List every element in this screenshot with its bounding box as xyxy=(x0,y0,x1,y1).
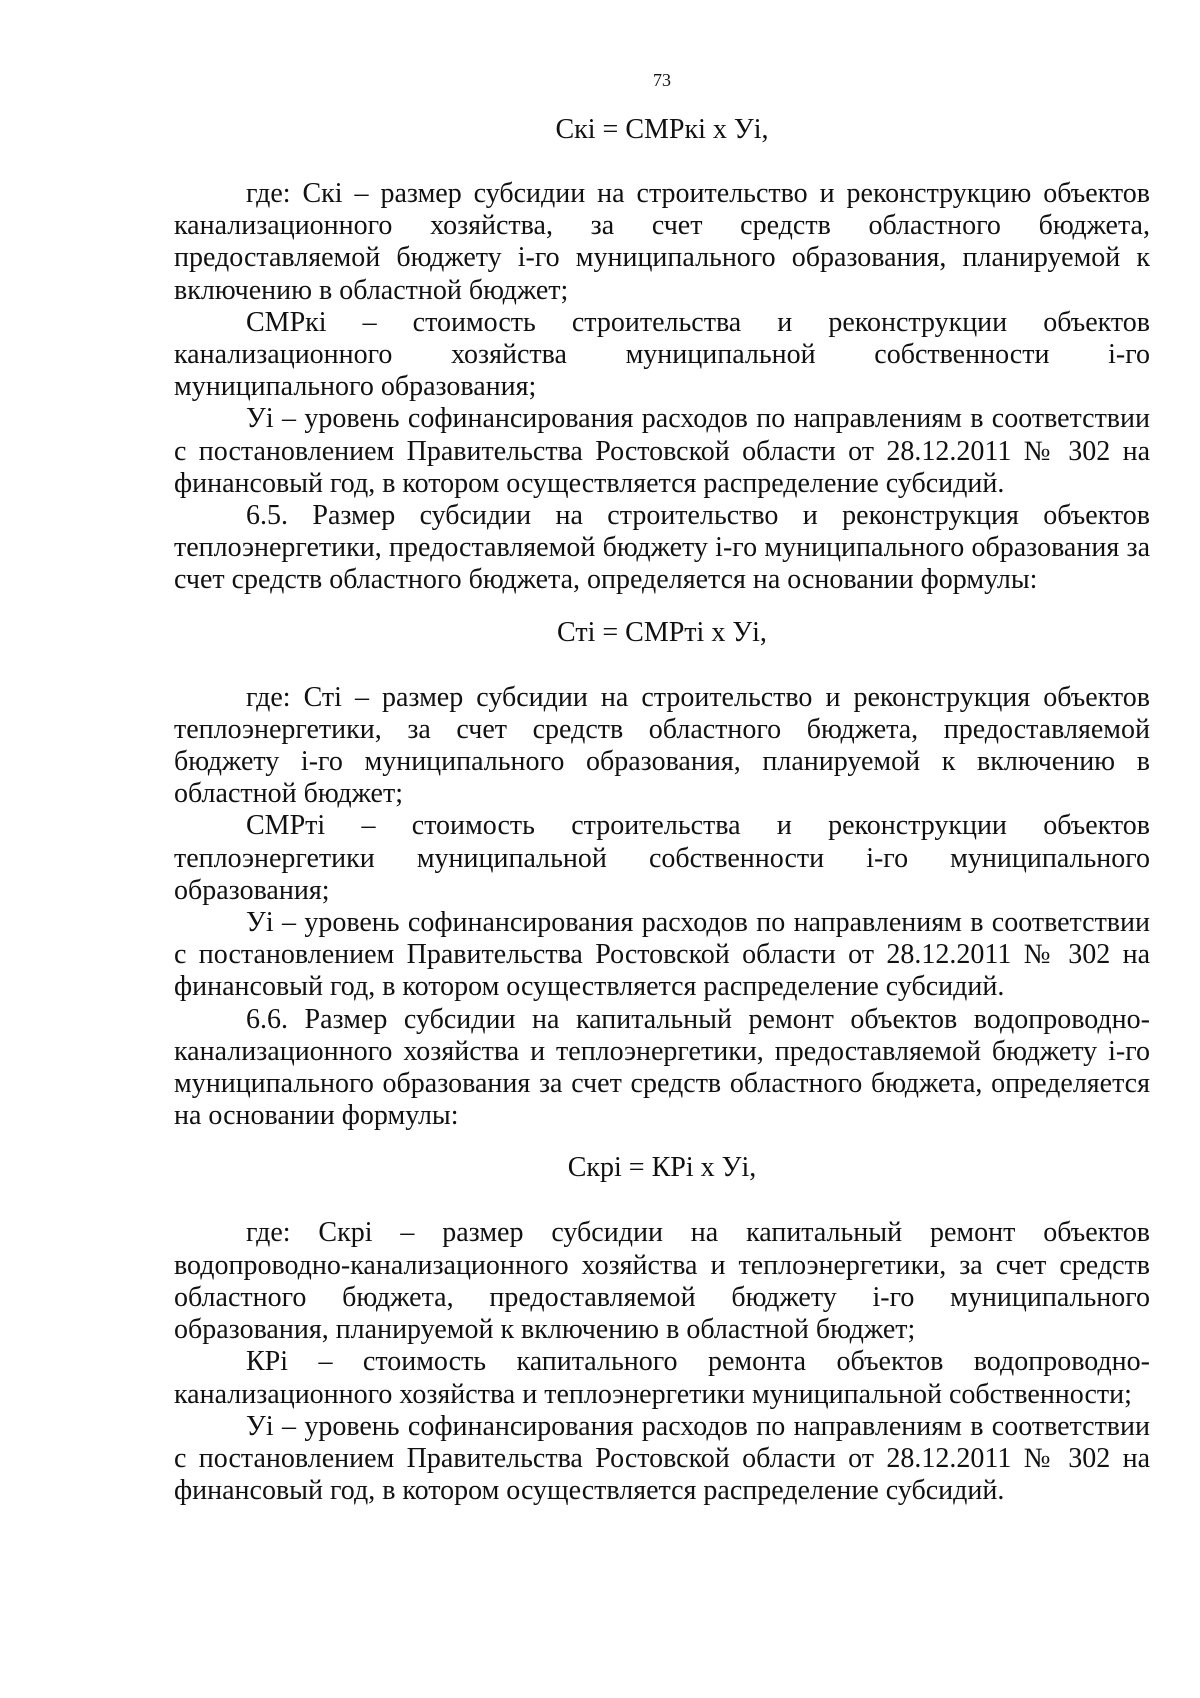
formula-ski: Скі = СМРкі х Уі, xyxy=(555,114,769,145)
section-6-6: 6.6. Размер субсидии на капитальный ремонт объектов водопроводно-канализационного хозяйства и теплоэнергетики, предоставляемой бюджету і-го муниципального образования за счет средств областного бюджета, определяется на основании формулы: xyxy=(174,1003,1150,1132)
definition-smrki: СМРкі – стоимость строительства и реконструкции объектов канализационного хозяйства муниципальной собственности і-го муниципального образования; xyxy=(174,306,1150,403)
definition-ski: где: Скі – размер субсидии на строительство и реконструкцию объектов канализационного хозяйства, за счет средств областного бюджета, предоставляемой бюджету і-го муниципального образования, планируемой к включению в областной бюджет; xyxy=(174,178,1150,306)
formula-sti: Сті = СМРті х Уі, xyxy=(557,616,767,648)
definition-kri: КРі – стоимость капитального ремонта объектов водопроводно-канализационного хозяйства и теплоэнергетики муниципальной собственности; xyxy=(174,1346,1150,1410)
definition-ui: Уі – уровень софинансирования расходов по направлениям в соответствии с постановлением Правительства Ростовской области от 28.12.2011 № 302 на финансовый год, в котором осуществляется распределение субсидий. xyxy=(174,907,1150,1003)
document-page xyxy=(174,68,1150,1507)
section-6-5: 6.5. Размер субсидии на строительство и реконструкция объектов теплоэнергетики, предоставляемой бюджету і-го муниципального образования за счет средств областного бюджета, определяется на основании формулы: xyxy=(174,500,1150,596)
definition-ui: Уі – уровень софинансирования расходов по направлениям в соответствии с постановлением Правительства Ростовской области от 28.12.2011 № 302 на финансовый год, в котором осуществляется распределение субсидий. xyxy=(174,1410,1150,1507)
definition-skri: где: Скрі – размер субсидии на капитальный ремонт объектов водопроводно-канализационного хозяйства и теплоэнергетики, за счет средств областного бюджета, предоставляемой бюджету і-го муниципального образования, планируемой к включению в областной бюджет; xyxy=(174,1217,1150,1346)
definition-sti: где: Сті – размер субсидии на строительство и реконструкция объектов теплоэнергетики, за счет средств областного бюджета, предоставляемой бюджету і-го муниципального образования, планируемой к включению в областной бюджет; xyxy=(174,681,1150,810)
page-number: 73 xyxy=(653,70,671,90)
definition-ui: Уі – уровень софинансирования расходов по направлениям в соответствии с постановлением Правительства Ростовской области от 28.12.2011 № 302 на финансовый год, в котором осуществляется распределение субсидий. xyxy=(174,403,1150,499)
definition-smrti: СМРті – стоимость строительства и реконструкции объектов теплоэнергетики муниципальной собственности і-го муниципального образования; xyxy=(174,810,1150,906)
formula-skri: Скрі = КРі х Уі, xyxy=(567,1152,757,1184)
